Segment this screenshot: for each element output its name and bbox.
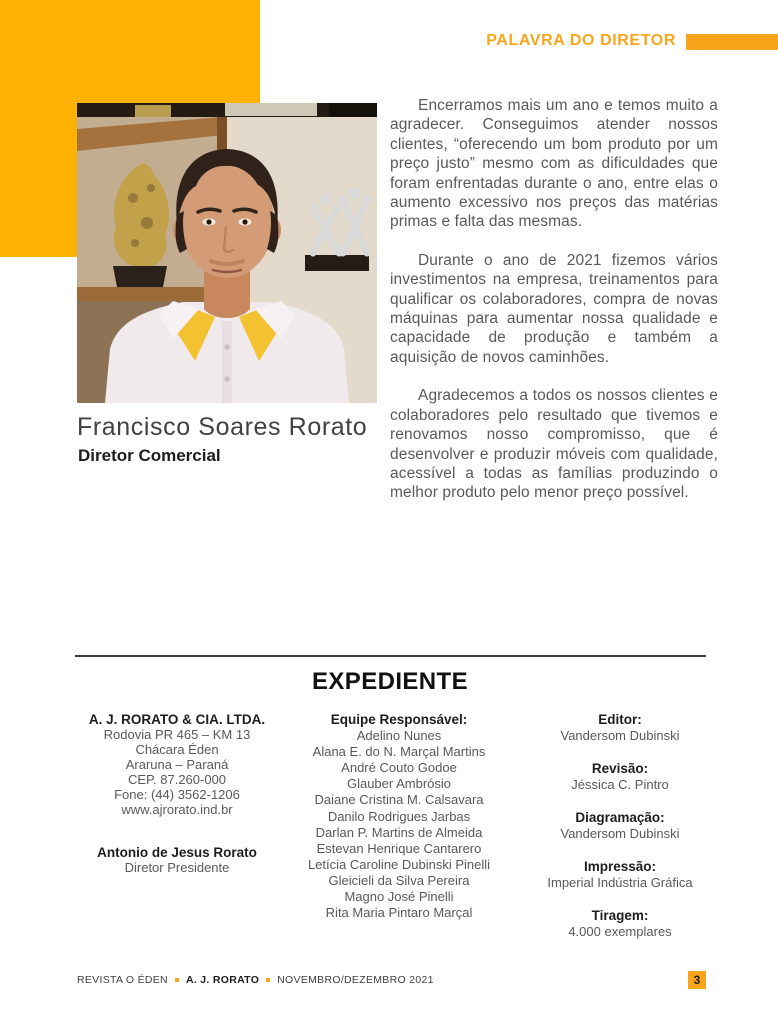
credit-label: Impressão:: [583, 859, 657, 874]
team-member: Letícia Caroline Dubinski Pinelli: [307, 856, 491, 872]
team-member: Rita Maria Pintaro Marçal: [325, 905, 473, 921]
credits-column: [514, 712, 726, 957]
section-title: PALAVRA DO DIRETOR: [486, 32, 676, 49]
credit-label: Revisão:: [591, 761, 649, 776]
director-role: Diretor Comercial: [78, 446, 221, 465]
team-member: Gleicieli da Silva Pereira: [328, 872, 470, 888]
company-phone: Fone: (44) 3562-1206: [114, 787, 240, 802]
team-member: Magno José Pinelli: [344, 889, 454, 905]
dot-separator-icon: [266, 978, 270, 982]
editorial-text: [390, 96, 718, 522]
team-member: Daiane Cristina M. Calsavara: [314, 792, 484, 808]
paragraph-2: Durante o ano de 2021 fizemos vários investimentos na empresa, treinamentos para qualificar os colaboradores, compra de novas máquinas para aumentar nossa qualidade e capacidade de produção e também a aquisição de novos caminhões.: [390, 251, 718, 366]
paragraph-1: Encerramos mais um ano e temos muito a agradecer. Conseguimos atender nossos clientes, “oferecendo um bom produto por um preço justo” mesmo com as dificuldades que foram enfrentadas durante o ano, entre elas o aumento excessivo nos preços das matérias primas e falta das mesmas.: [390, 97, 718, 231]
credit-label: Tiragem:: [591, 908, 649, 923]
divider-line: [75, 655, 706, 657]
footer: [77, 974, 434, 986]
team-member: Alana E. do N. Marçal Martins: [312, 744, 486, 760]
company-address-line: CEP. 87.260-000: [127, 772, 227, 787]
footer-issue: NOVEMBRO/DEZEMBRO 2021: [277, 974, 434, 986]
credit-group: [514, 712, 726, 744]
team-member: Glauber Ambrósio: [346, 776, 452, 792]
team-member: Adelino Nunes: [356, 728, 442, 744]
credit-group: [514, 908, 726, 940]
credit-group: [514, 859, 726, 891]
paragraph-3: Agradecemos a todos os nossos clientes e colaboradores pelo resultado que tivemos e renovamos nosso compromisso, que é desenvolver e produzir móveis com qualidade, acessível a todas as famílias produzindo o melhor produto pelo menor preço possível.: [390, 387, 718, 502]
team-member: Darlan P. Martins de Almeida: [315, 824, 483, 840]
team-label: Equipe Responsável:: [330, 712, 468, 727]
footer-brand: A. J. RORATO: [185, 974, 260, 986]
credit-label: Diagramação:: [575, 810, 665, 825]
page-number-badge: 3: [688, 971, 706, 989]
header-accent-bar: [686, 34, 778, 50]
credit-group: [514, 761, 726, 793]
president-name: Antonio de Jesus Rorato: [97, 845, 257, 860]
dot-separator-icon: [175, 978, 179, 982]
president-role: Diretor Presidente: [124, 860, 230, 875]
credit-value: Vandersom Dubinski: [560, 728, 680, 743]
credit-value: Vandersom Dubinski: [560, 826, 680, 841]
company-address-line: Chácara Éden: [135, 742, 219, 757]
team-column: [284, 712, 514, 921]
director-name: Francisco Soares Rorato: [77, 413, 368, 441]
credit-value: 4.000 exemplares: [568, 924, 672, 939]
company-address-line: Rodovia PR 465 – KM 13: [103, 727, 251, 742]
director-photo: [77, 103, 377, 403]
credit-label: Editor:: [598, 712, 642, 727]
footer-magazine-title: REVISTA O ÉDEN: [77, 974, 168, 986]
team-member: Danilo Rodrigues Jarbas: [327, 808, 471, 824]
company-info-column: [68, 712, 286, 875]
team-member: André Couto Godoe: [341, 760, 457, 776]
expediente-heading: EXPEDIENTE: [311, 668, 469, 695]
company-name: A. J. RORATO & CIA. LTDA.: [88, 712, 266, 727]
credit-group: [514, 810, 726, 842]
credit-value: Imperial Indústria Gráfica: [547, 875, 693, 890]
team-member: Estevan Henrique Cantarero: [316, 840, 482, 856]
company-address-line: Araruna – Paraná: [125, 757, 229, 772]
credit-value: Jéssica C. Pintro: [571, 777, 669, 792]
company-website: www.ajrorato.ind.br: [121, 802, 233, 817]
